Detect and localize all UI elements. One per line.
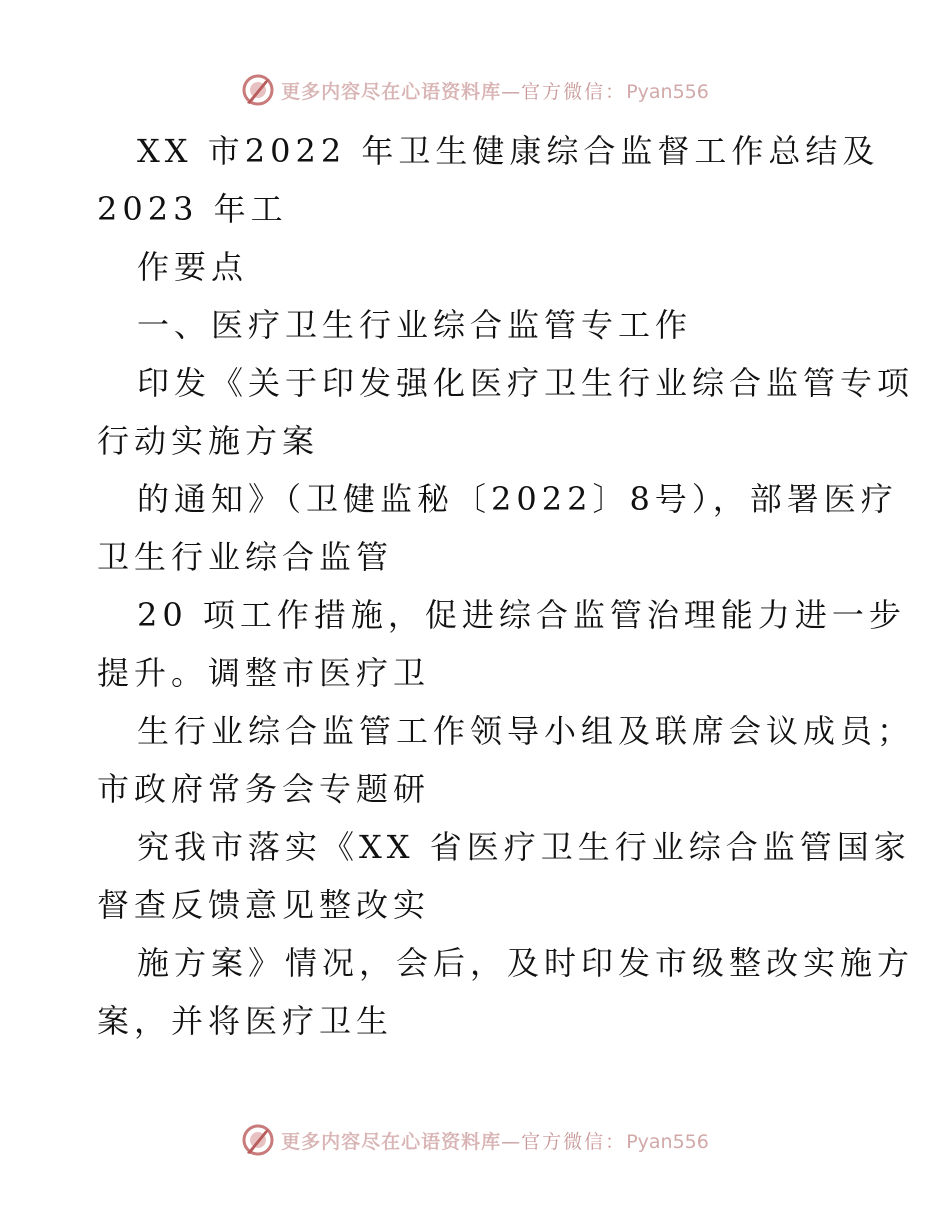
paragraph-line: 案，并将医疗卫生 bbox=[97, 1002, 394, 1040]
watermark-separator: — bbox=[501, 80, 522, 103]
quill-logo-icon bbox=[241, 1123, 275, 1157]
paragraph-line: 20 项工作措施，促进综合监管治理能力进一步 bbox=[137, 596, 906, 634]
document-title-line-1: XX 市2022 年卫生健康综合监督工作总结及 bbox=[137, 132, 880, 170]
footer-watermark bbox=[0, 1120, 950, 1160]
paragraph-line: 印发《关于印发强化医疗卫生行业综合监管专项 bbox=[137, 364, 915, 402]
paragraph-line: 督查反馈意见整改实 bbox=[97, 886, 431, 924]
watermark-wechat-id: Pyan556 bbox=[626, 1130, 709, 1153]
paragraph-line: 究我市落实《XX 省医疗卫生行业综合监管国家 bbox=[137, 828, 911, 866]
document-title-line-3: 作要点 bbox=[137, 248, 249, 286]
paragraph-line: 生行业综合监管工作领导小组及联席会议成员； bbox=[137, 712, 915, 750]
paragraph-line: 行动实施方案 bbox=[97, 422, 320, 460]
watermark-separator: — bbox=[501, 1130, 522, 1153]
watermark-site-text: 更多内容尽在心语资料库 bbox=[281, 1130, 502, 1153]
paragraph-line: 卫生行业综合监管 bbox=[97, 538, 394, 576]
document-body bbox=[97, 122, 915, 1050]
paragraph-line: 的通知》（卫健监秘〔2022〕8号），部署医疗 bbox=[137, 480, 898, 518]
paragraph-line: 提升。调整市医疗卫 bbox=[97, 654, 431, 692]
header-watermark bbox=[0, 70, 950, 110]
paragraph-line: 施方案》情况，会后，及时印发市级整改实施方 bbox=[137, 944, 915, 982]
watermark-site-text: 更多内容尽在心语资料库 bbox=[281, 80, 502, 103]
watermark-wechat-id: Pyan556 bbox=[626, 80, 709, 103]
watermark-wechat-label: 官方微信： bbox=[521, 80, 627, 103]
watermark-text bbox=[281, 1127, 709, 1154]
watermark-wechat-label: 官方微信： bbox=[521, 1130, 627, 1153]
section-heading: 一、医疗卫生行业综合监管专工作 bbox=[137, 306, 693, 344]
document-title-line-2: 2023 年工 bbox=[97, 190, 288, 228]
paragraph-line: 市政府常务会专题研 bbox=[97, 770, 431, 808]
watermark-text bbox=[281, 77, 709, 104]
quill-logo-icon bbox=[241, 73, 275, 107]
